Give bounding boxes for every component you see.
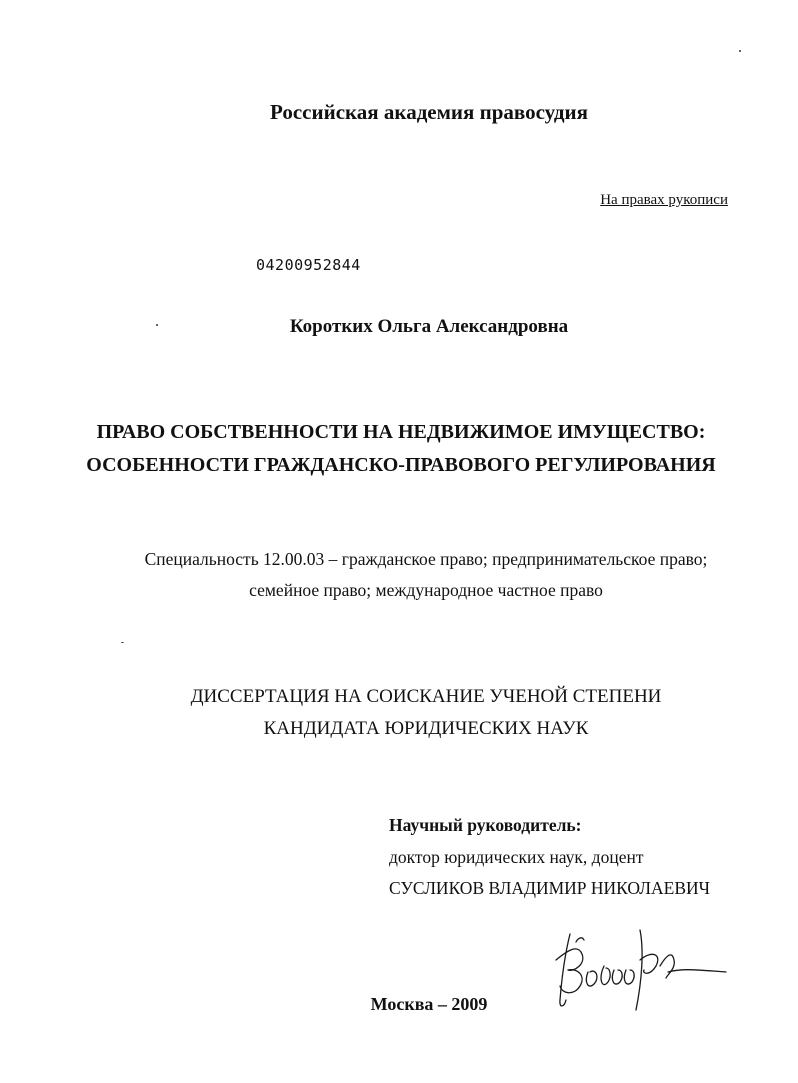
specialty-line-2: семейное право; международное частное право <box>249 580 603 600</box>
supervisor-degree: доктор юридических наук, доцент <box>389 847 644 867</box>
manuscript-note: На правах рукописи <box>600 192 728 208</box>
title-line-2: ОСОБЕННОСТИ ГРАЖДАНСКО-ПРАВОВОГО РЕГУЛИРОВАНИЯ <box>86 454 716 476</box>
institution-name: Российская академия правосудия <box>270 100 588 124</box>
supervisor-heading: Научный руководитель: <box>389 815 582 835</box>
scan-speck <box>156 324 158 326</box>
degree-line-1: ДИССЕРТАЦИЯ НА СОИСКАНИЕ УЧЕНОЙ СТЕПЕНИ <box>190 686 662 707</box>
author-name: Коротких Ольга Александровна <box>289 316 569 337</box>
title-line-1: ПРАВО СОБСТВЕННОСТИ НА НЕДВИЖИМОЕ ИМУЩЕСТВО: <box>96 421 706 443</box>
scan-speck <box>121 642 124 643</box>
degree-line-2: КАНДИДАТА ЮРИДИЧЕСКИХ НАУК <box>263 718 589 739</box>
document-identifier: 04200952844 <box>256 256 361 274</box>
specialty-line-1: Специальность 12.00.03 – гражданское право; предпринимательское право; <box>144 549 708 569</box>
place-and-year: Москва – 2009 <box>370 994 488 1014</box>
supervisor-name: СУСЛИКОВ ВЛАДИМИР НИКОЛАЕВИЧ <box>389 878 711 898</box>
scan-speck <box>739 50 741 52</box>
